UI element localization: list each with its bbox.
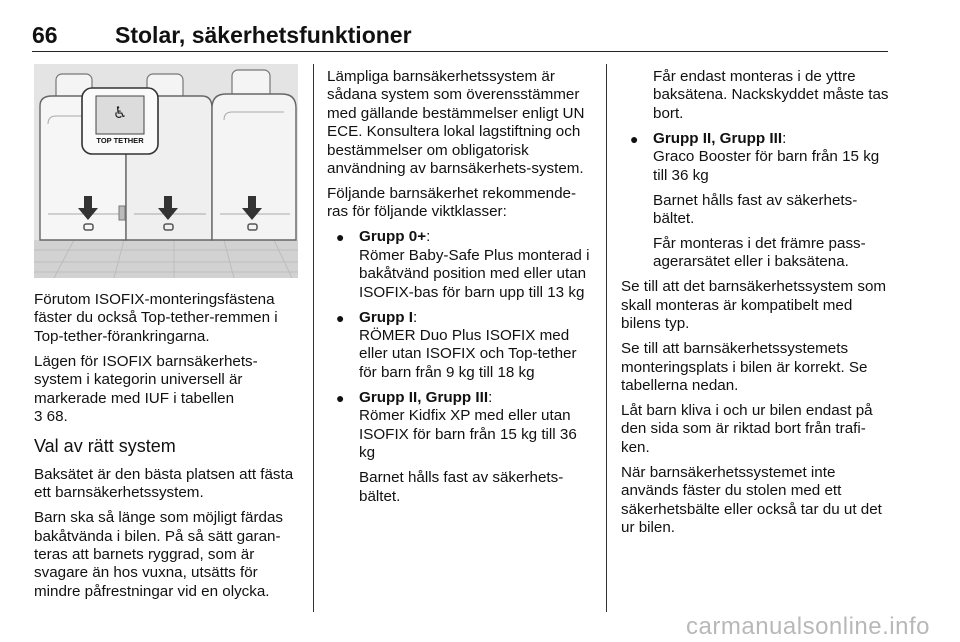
indented-note: Barnet hålls fast av säkerhets-bältet.: [653, 191, 858, 228]
paragraph: Låt barn kliva i och ur bilen endast på den sida som är riktad bort från trafi-ken.: [621, 402, 873, 456]
rear-seat-illustration: [34, 64, 298, 278]
svg-text:♿: ♿: [112, 103, 128, 122]
paragraph: Se till att barnsäkerhetssystemets monteringsplats i bilen är korrekt. Se tabellerna nedan.: [621, 340, 868, 395]
group-title: Grupp II, Grupp III: [359, 388, 489, 406]
column-divider: [313, 64, 314, 612]
paragraph: Se till att det barnsäkerhetssystem som skall monteras är kompatibelt med bilens typ.: [621, 278, 887, 333]
page-number: 66: [32, 22, 58, 48]
page-reference-link[interactable]: 3 68.: [34, 408, 68, 426]
top-tether-label: TOP TETHER: [96, 136, 144, 145]
list-item: ● Grupp I: RÖMER Duo Plus ISOFIX med eller utan ISOFIX och Top-tether för barn från 9 kg till 18 kg: [336, 308, 577, 381]
paragraph: Lämpliga barnsäkerhetssystem är sådana system som överensstämmer med gällande bestämmelser enligt UN ECE. Konsultera lokal lagstiftning och bestämmelser om obligatorisk användning av barnsäkerhets-system.: [327, 68, 585, 178]
list-item: ● Grupp 0+: Römer Baby-Safe Plus monterad i bakåtvänd position med eller utan ISOFIX-bas för barn upp till 13 kg: [336, 228, 590, 301]
indented-note: Får endast monteras i de yttre baksätena. Nackskyddet måste tas bort.: [653, 68, 889, 122]
paragraph: [34, 353, 302, 427]
group-title: Grupp I: [359, 308, 413, 326]
paragraph: Följande barnsäkerhet rekommende-ras för följande viktklasser:: [327, 185, 577, 221]
text-column-2: [327, 68, 595, 513]
paragraph: Förutom ISOFIX-monteringsfästena fäster du också Top-tether-remmen i Top-tether-förankringarna.: [34, 291, 278, 345]
paragraph: När barnsäkerhetssystemet inte används fäster du stolen med ett säkerhetsbälte eller också tar du ut det ur bilen.: [621, 463, 882, 537]
group-title: Grupp 0+: [359, 228, 427, 246]
group-text: Römer Baby-Safe Plus monterad i bakåtvänd position med eller utan ISOFIX-bas för barn upp till 13 kg: [359, 246, 590, 301]
indented-note: Får monteras i det främre pass-agerarsätet eller i baksätena.: [653, 235, 866, 271]
bullet-icon: ●: [630, 130, 639, 147]
list-item: ● Grupp II, Grupp III: Römer Kidfix XP med eller utan ISOFIX för barn från 15 kg till 36 kg: [336, 388, 577, 462]
bullet-icon: ●: [336, 389, 345, 406]
bullet-icon: ●: [336, 229, 345, 246]
column-divider: [606, 64, 607, 612]
list-item: ● Grupp II, Grupp III: Graco Booster för barn från 15 kg till 36 kg: [630, 129, 880, 184]
watermark: carmanualsonline.info: [686, 613, 930, 640]
group-title: Grupp II, Grupp III: [653, 129, 783, 147]
paragraph: Baksätet är den bästa platsen att fästa ett barnsäkerhetssystem.: [34, 465, 294, 502]
bullet-icon: ●: [336, 309, 345, 326]
text-column-1: [34, 291, 302, 608]
page-header: [32, 22, 888, 52]
group-text: Graco Booster för barn från 15 kg till 36 kg: [653, 148, 880, 184]
group-text: Römer Kidfix XP med eller utan ISOFIX för barn från 15 kg till 36 kg: [359, 407, 577, 462]
chapter-title: Stolar, säkerhetsfunktioner: [115, 22, 412, 48]
indented-note: Barnet hålls fast av säkerhets-bältet.: [359, 469, 564, 505]
paragraph: Barn ska så länge som möjligt färdas bakåtvända i bilen. På så sätt garan-teras att barnets ryggrad, som är svagare än hos vuxna, utsätts för mindre påfrestningar vid en olycka.: [34, 509, 284, 600]
paragraph-text: Lägen för ISOFIX barnsäkerhets-system i kategorin universell är markerade med IUF i tabellen: [34, 352, 258, 407]
section-heading: Val av rätt system: [34, 436, 176, 457]
group-text: RÖMER Duo Plus ISOFIX med eller utan ISOFIX och Top-tether för barn från 9 kg till 18 kg: [359, 327, 577, 381]
text-column-3: [621, 68, 889, 544]
